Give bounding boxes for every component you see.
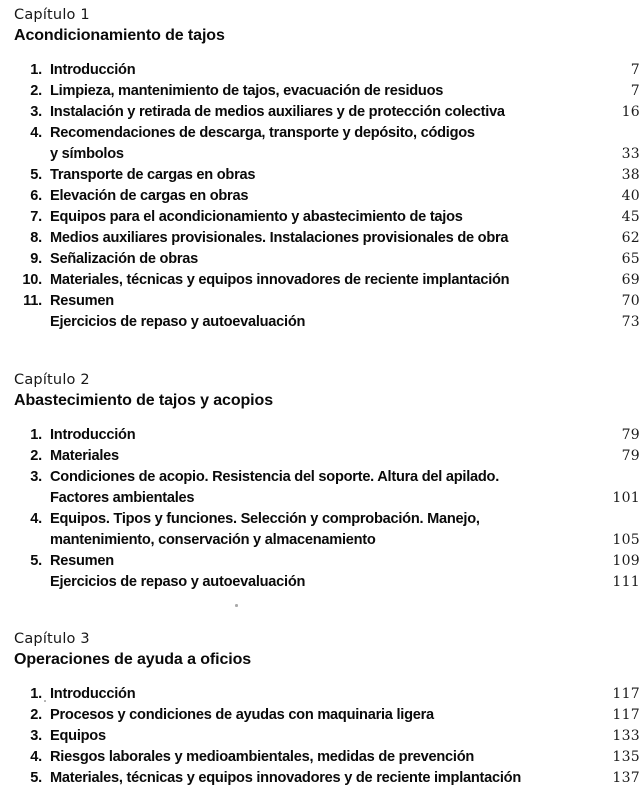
- toc-entry-body: [42, 425, 640, 446]
- toc-entry-number: 3.: [30, 728, 42, 744]
- toc-entry-line: [50, 123, 640, 144]
- toc-entry-number: 6.: [30, 188, 42, 204]
- toc-entry-number: 8.: [30, 230, 42, 246]
- toc-entry[interactable]: [0, 249, 640, 270]
- toc-entry-body: [42, 684, 640, 705]
- toc-entry[interactable]: [0, 186, 640, 207]
- toc-entry[interactable]: [0, 509, 640, 551]
- toc-entry-title: Materiales, técnicas y equipos innovadores de reciente implantación: [50, 272, 510, 288]
- toc-page-number: 69: [621, 272, 640, 288]
- toc-entry[interactable]: [0, 446, 640, 467]
- toc-page-number: 79: [621, 448, 640, 464]
- toc-entry-title: mantenimiento, conservación y almacenamiento: [50, 532, 376, 548]
- chapter-title: Acondicionamiento de tajos: [14, 27, 225, 44]
- toc-entry-line: [50, 467, 640, 488]
- toc-entry-number: 5.: [30, 770, 42, 786]
- toc-entry-body: [42, 747, 640, 768]
- toc-entry-title: Procesos y condiciones de ayudas con maquinaria ligera: [50, 707, 434, 723]
- toc-entry-line: [50, 572, 640, 593]
- toc-page-number: 101: [612, 490, 640, 506]
- toc-entry[interactable]: [0, 123, 640, 165]
- toc-entry-title: Medios auxiliares provisionales. Instalaciones provisionales de obra: [50, 230, 509, 246]
- toc-entry-number: 9.: [30, 251, 42, 267]
- toc-entry-line: [50, 726, 640, 747]
- toc-entry-line: [50, 81, 640, 102]
- toc-entry-title: Equipos para el acondicionamiento y abastecimiento de tajos: [50, 209, 463, 225]
- chapter-title: Operaciones de ayuda a oficios: [14, 651, 252, 668]
- toc-entry-line: [50, 228, 640, 249]
- toc-entry-list: [0, 60, 640, 333]
- toc-page-number: 111: [612, 574, 640, 590]
- chapter-heading: [0, 6, 640, 47]
- toc-page-number: 105: [612, 532, 640, 548]
- toc-entry-line: [50, 102, 640, 123]
- chapter-label: Capítulo 3: [14, 631, 90, 647]
- toc-entry[interactable]: [0, 312, 640, 333]
- toc-page-number: 7: [630, 62, 640, 78]
- toc-entry-body: [42, 123, 640, 165]
- toc-page-number: 45: [621, 209, 640, 225]
- toc-entry-body: [42, 165, 640, 186]
- toc-entry-title: Resumen: [50, 553, 114, 569]
- toc-entry-number: 5.: [30, 167, 42, 183]
- toc-entry-body: [42, 207, 640, 228]
- toc-entry[interactable]: [0, 60, 640, 81]
- toc-entry-number: 4.: [30, 749, 42, 765]
- toc-entry-title: Introducción: [50, 62, 136, 78]
- toc-entry-body: [42, 312, 640, 333]
- toc-entry-body: [42, 726, 640, 747]
- toc-entry-title: Ejercicios de repaso y autoevaluación: [50, 314, 306, 330]
- toc-entry-body: [42, 446, 640, 467]
- toc-entry-number: 11.: [23, 293, 42, 309]
- chapter-section: [0, 593, 640, 789]
- toc-entry-title: Materiales: [50, 448, 119, 464]
- toc-entry-line: [50, 165, 640, 186]
- toc-entry-number: 4.: [30, 511, 42, 527]
- toc-entry-body: [42, 705, 640, 726]
- toc-entry-number: 2.: [30, 448, 42, 464]
- toc-entry-line: [50, 425, 640, 446]
- toc-page-number: 16: [621, 104, 640, 120]
- toc-entry-title: Equipos: [50, 728, 106, 744]
- toc-entry-line: [50, 509, 640, 530]
- toc-entry-line: [50, 60, 640, 81]
- toc-entry-number: 3.: [30, 469, 42, 485]
- toc-entry-body: [42, 572, 640, 593]
- toc-entry-title: Instalación y retirada de medios auxiliares y de protección colectiva: [50, 104, 505, 120]
- toc-entry-number: 3.: [30, 104, 42, 120]
- toc-entry-line: [50, 249, 640, 270]
- chapter-heading: [0, 630, 640, 671]
- toc-entry-title: Riesgos laborales y medioambientales, medidas de prevención: [50, 749, 475, 765]
- toc-entry-number: 2.: [30, 83, 42, 99]
- toc-entry-title: Transporte de cargas en obras: [50, 167, 256, 183]
- toc-entry[interactable]: [0, 165, 640, 186]
- toc-page-number: 33: [621, 146, 640, 162]
- toc-entry[interactable]: [0, 551, 640, 572]
- toc-entry[interactable]: [0, 270, 640, 291]
- chapter-label: Capítulo 1: [14, 7, 90, 23]
- toc-page-number: 65: [621, 251, 640, 267]
- toc-entry[interactable]: [0, 207, 640, 228]
- toc-entry-line: [50, 144, 640, 165]
- toc-entry-line: [50, 551, 640, 572]
- toc-entry-number: 10.: [22, 272, 42, 288]
- toc-entry[interactable]: [0, 81, 640, 102]
- toc-entry-line: [50, 705, 640, 726]
- toc-entry-title: Recomendaciones de descarga, transporte y depósito, códigos: [50, 125, 475, 141]
- toc-entry-body: [42, 467, 640, 509]
- toc-entry-body: [42, 102, 640, 123]
- toc-page-number: 109: [612, 553, 640, 569]
- toc-entry-line: [50, 207, 640, 228]
- toc-entry-line: [50, 446, 640, 467]
- toc-page-number: 73: [621, 314, 640, 330]
- toc-entry-number: 5.: [30, 553, 42, 569]
- toc-entry-line: [50, 530, 640, 551]
- toc-entry[interactable]: [0, 705, 640, 726]
- toc-entry-body: [42, 186, 640, 207]
- toc-entry-title: Factores ambientales: [50, 490, 195, 506]
- toc-entry-title: Materiales, técnicas y equipos innovadores y de reciente implantación: [50, 770, 521, 786]
- toc-entry-body: [42, 509, 640, 551]
- toc-entry-line: [50, 747, 640, 768]
- toc-entry-list: [0, 684, 640, 789]
- toc-page-number: 79: [621, 427, 640, 443]
- toc-entry-list: [0, 425, 640, 593]
- toc-entry-line: [50, 488, 640, 509]
- toc-page-number: 137: [612, 770, 640, 786]
- chapter-heading: [0, 371, 640, 412]
- toc-entry-body: [42, 291, 640, 312]
- toc-page-number: 117: [612, 707, 640, 723]
- toc-entry[interactable]: [0, 572, 640, 593]
- chapter-title: Abastecimiento de tajos y acopios: [14, 392, 273, 409]
- toc-page-number: 135: [612, 749, 640, 765]
- toc-entry-title: Introducción: [50, 686, 136, 702]
- chapter-section: [0, 0, 640, 333]
- toc-entry-title: Introducción: [50, 427, 136, 443]
- toc-entry[interactable]: [0, 228, 640, 249]
- toc-entry-body: [42, 228, 640, 249]
- toc-entry-title: Resumen: [50, 293, 114, 309]
- toc-entry-number: 1.: [30, 62, 42, 78]
- toc-entry-title: Equipos. Tipos y funciones. Selección y comprobación. Manejo,: [50, 511, 480, 527]
- toc-entry-body: [42, 60, 640, 81]
- toc-entry-title: Limpieza, mantenimiento de tajos, evacuación de residuos: [50, 83, 444, 99]
- toc-entry[interactable]: [0, 747, 640, 768]
- toc-page-number: 7: [630, 83, 640, 99]
- toc-entry-title: y símbolos: [50, 146, 124, 162]
- toc-entry-title: Elevación de cargas en obras: [50, 188, 249, 204]
- toc-entry-number: 2.: [30, 707, 42, 723]
- chapter-label: Capítulo 2: [14, 372, 90, 388]
- chapter-section: [0, 333, 640, 593]
- toc-entry-title: Señalización de obras: [50, 251, 199, 267]
- toc-entry[interactable]: [0, 102, 640, 123]
- toc-entry[interactable]: [0, 684, 640, 705]
- toc-entry-line: [50, 684, 640, 705]
- toc-page-number: 40: [621, 188, 640, 204]
- toc-entry-body: [42, 81, 640, 102]
- toc-entry-body: [42, 249, 640, 270]
- toc-entry[interactable]: [0, 726, 640, 747]
- toc-entry-line: [50, 186, 640, 207]
- toc-entry-line: [50, 312, 640, 333]
- toc-entry[interactable]: [0, 291, 640, 312]
- toc-entry-number: 4.: [30, 125, 42, 141]
- toc-entry-number: 1.: [30, 427, 42, 443]
- toc-page-number: 117: [612, 686, 640, 702]
- toc-entry-line: [50, 270, 640, 291]
- toc-entry-number: 7.: [30, 209, 42, 225]
- toc-entry-line: [50, 291, 640, 312]
- toc-entry[interactable]: [0, 467, 640, 509]
- toc-entry-title: Condiciones de acopio. Resistencia del soporte. Altura del apilado.: [50, 469, 499, 485]
- toc-page-number: 133: [612, 728, 640, 744]
- toc-page-number: 38: [621, 167, 640, 183]
- toc-entry-title: Ejercicios de repaso y autoevaluación: [50, 574, 306, 590]
- toc-entry-body: [42, 270, 640, 291]
- toc-entry[interactable]: [0, 425, 640, 446]
- toc-page-number: 70: [621, 293, 640, 309]
- toc-entry-body: [42, 551, 640, 572]
- toc-entry-number: 1.: [30, 686, 42, 702]
- toc-page-number: 62: [621, 230, 640, 246]
